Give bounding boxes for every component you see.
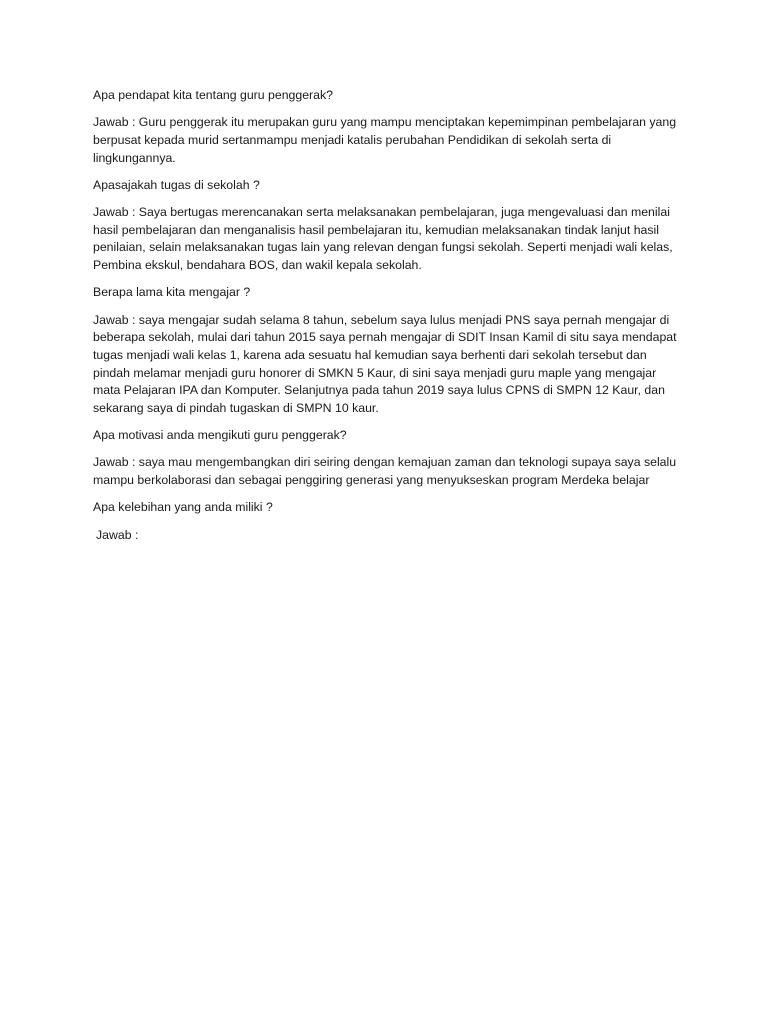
answer-5: Jawab : <box>96 527 139 542</box>
answer-3: Jawab : saya mengajar sudah selama 8 tahun, sebelum saya lulus menjadi PNS saya pernah mengajar di beberapa sekolah, mulai dari tahun 2015 saya pernah mengajar di SDIT Insan Kamil di situ saya mendapat tugas menjadi wali kelas 1, karena ada sesuatu hal kemudian saya berhenti dari sekolah tersebut dan pindah melamar menjadi guru honorer di SMKN 5 Kaur, di sini saya menjadi guru maple yang mengajar mata Pelajaran IPA dan Komputer. Selanjutnya pada tahun 2019 saya lulus CPNS di SMPN 12 Kaur, dan sekarang saya di pindah tugaskan di SMPN 10 kaur. <box>93 312 677 416</box>
answer-2: Jawab : Saya bertugas merencanakan serta melaksanakan pembelajaran, juga mengevaluasi dan menilai hasil pembelajaran dan menganalisis hasil pembelajaran itu, kemudian melaksanakan tindak lanjut hasil penilaian, selain melaksanakan tugas lain yang relevan dengan fungsi sekolah. Seperti menjadi wali kelas, Pembina ekskul, bendahara BOS, dan wakil kepala sekolah. <box>93 205 673 273</box>
question-3: Berapa lama kita mengajar ? <box>93 285 251 300</box>
answer-4: Jawab : saya mau mengembangkan diri seiring dengan kemajuan zaman dan teknologi supaya saya selalu mampu berkolaborasi dan sebagai penggiring generasi yang menyukseskan program Merdeka belajar <box>93 455 677 488</box>
document-body <box>93 87 681 554</box>
question-1: Apa pendapat kita tentang guru penggerak? <box>93 88 333 102</box>
question-5: Apa kelebihan yang anda miliki ? <box>93 500 273 515</box>
question-2: Apasajakah tugas di sekolah ? <box>93 177 260 192</box>
question-4: Apa motivasi anda mengikuti guru penggerak? <box>93 428 347 443</box>
answer-1: Jawab : Guru penggerak itu merupakan guru yang mampu menciptakan kepemimpinan pembelajaran yang berpusat kepada murid sertanmampu menjadi katalis perubahan Pendidikan di sekolah serta di lingkungannya. <box>93 115 677 165</box>
